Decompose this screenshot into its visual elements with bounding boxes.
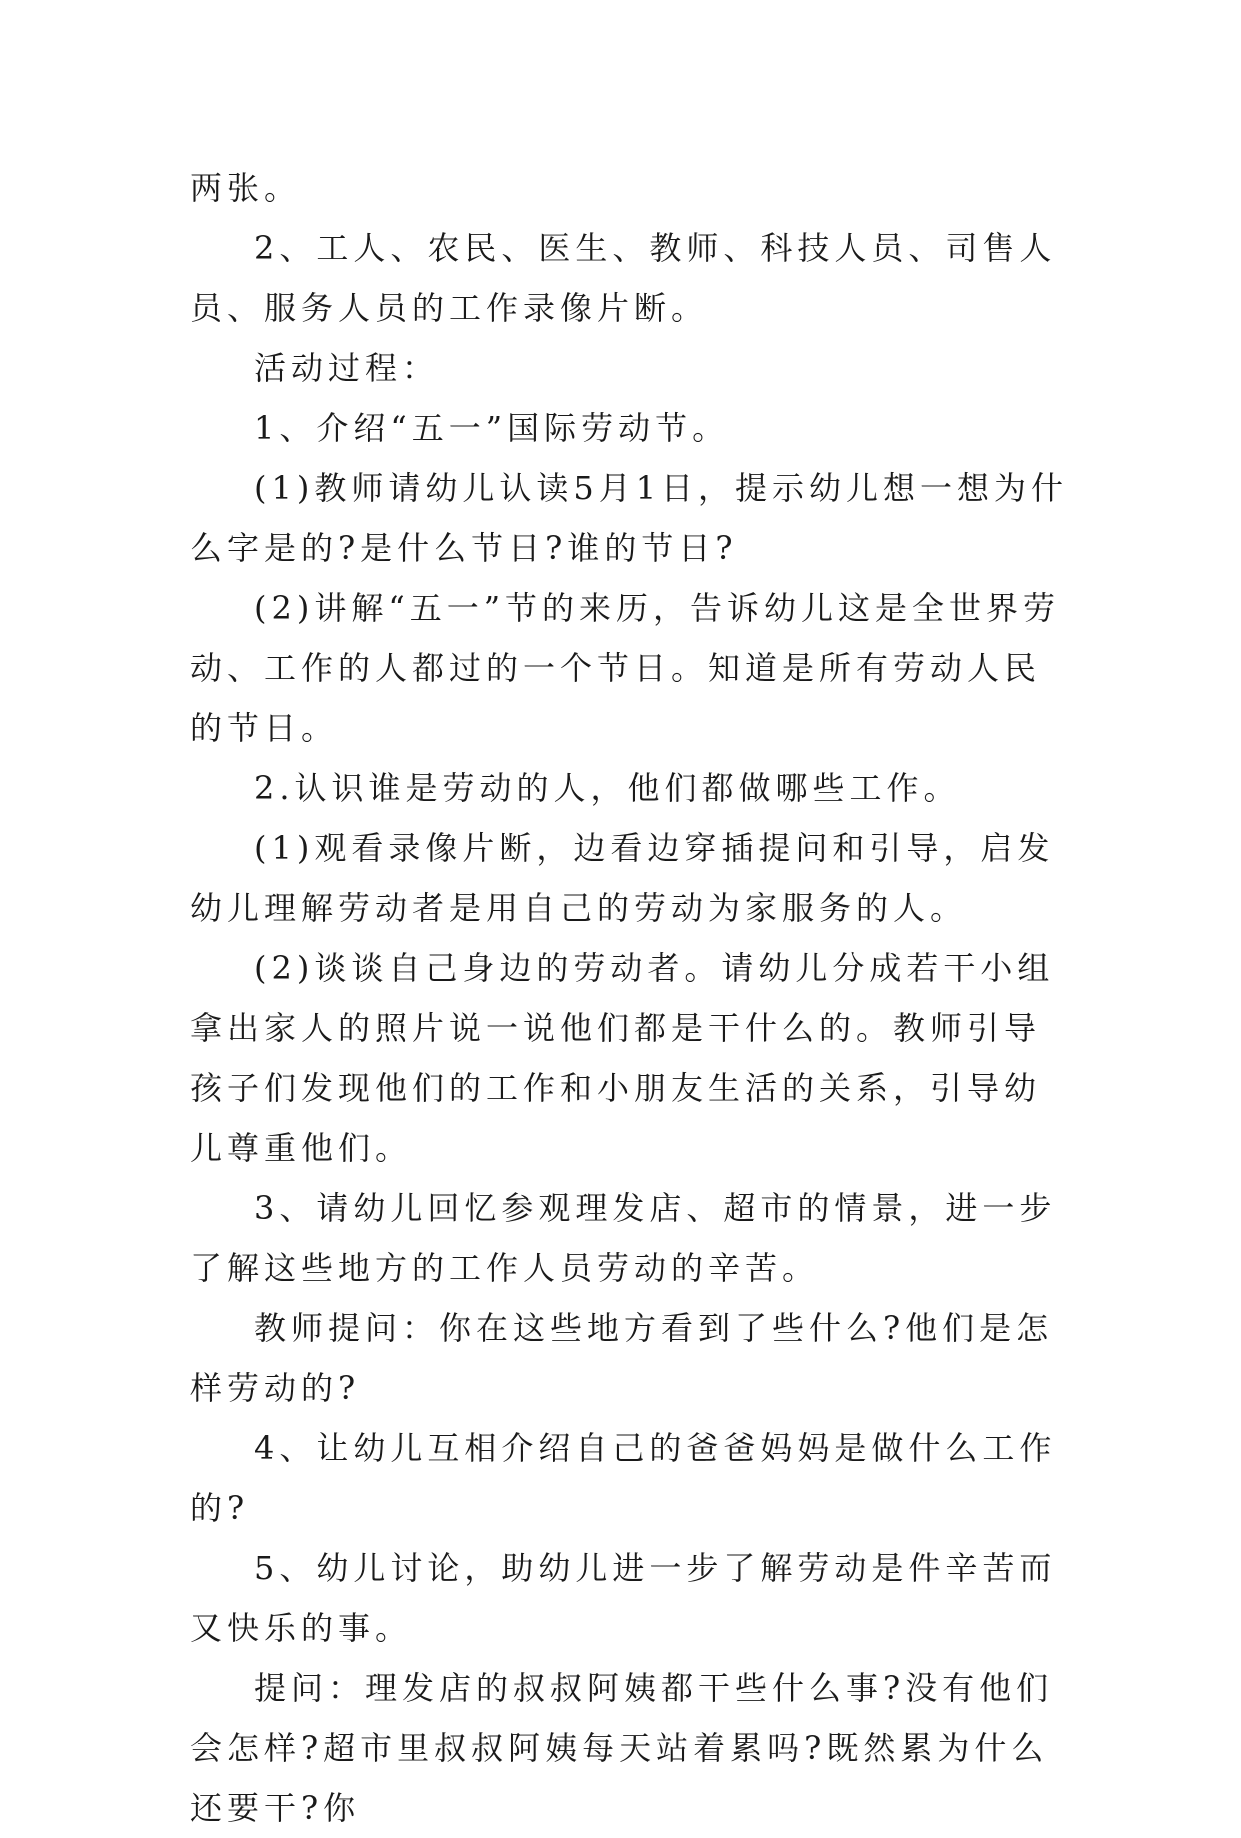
paragraph: 提问：理发店的叔叔阿姨都干些什么事?没有他们会怎样?超市里叔叔阿姨每天站着累吗?既然累为什么还要干?你 <box>190 1669 1054 1827</box>
paragraph: 两张。 <box>190 169 302 207</box>
paragraph: 2.认识谁是劳动的人，他们都做哪些工作。 <box>254 769 961 807</box>
paragraph: (2)谈谈自己身边的劳动者。请幼儿分成若干小组拿出家人的照片说一说他们都是干什么的。教师引导孩子们发现他们的工作和小朋友生活的关系，引导幼儿尊重他们。 <box>190 949 1055 1167</box>
paragraph: 3、请幼儿回忆参观理发店、超市的情景，进一步了解这些地方的工作人员劳动的辛苦。 <box>190 1189 1057 1287</box>
paragraph: (1)教师请幼儿认读5月1日，提示幼儿想一想为什么字是的?是什么节日?谁的节日? <box>190 469 1069 567</box>
paragraph: 活动过程： <box>254 349 440 387</box>
paragraph: 5、幼儿讨论，助幼儿进一步了解劳动是件辛苦而又快乐的事。 <box>190 1549 1057 1647</box>
paragraph: (1)观看录像片断，边看边穿插提问和引导，启发幼儿理解劳动者是用自己的劳动为家服务的人。 <box>190 829 1055 927</box>
document-body <box>190 158 1070 1838</box>
paragraph: (2)讲解“五一”节的来历，告诉幼儿这是全世界劳动、工作的人都过的一个节日。知道是所有劳动人民的节日。 <box>190 589 1061 747</box>
paragraph: 2、工人、农民、医生、教师、科技人员、司售人员、服务人员的工作录像片断。 <box>190 229 1057 327</box>
paragraph: 教师提问：你在这些地方看到了些什么?他们是怎样劳动的? <box>190 1309 1054 1407</box>
paragraph: 4、让幼儿互相介绍自己的爸爸妈妈是做什么工作的? <box>190 1429 1057 1527</box>
paragraph: 1、介绍“五一”国际劳动节。 <box>254 409 730 447</box>
